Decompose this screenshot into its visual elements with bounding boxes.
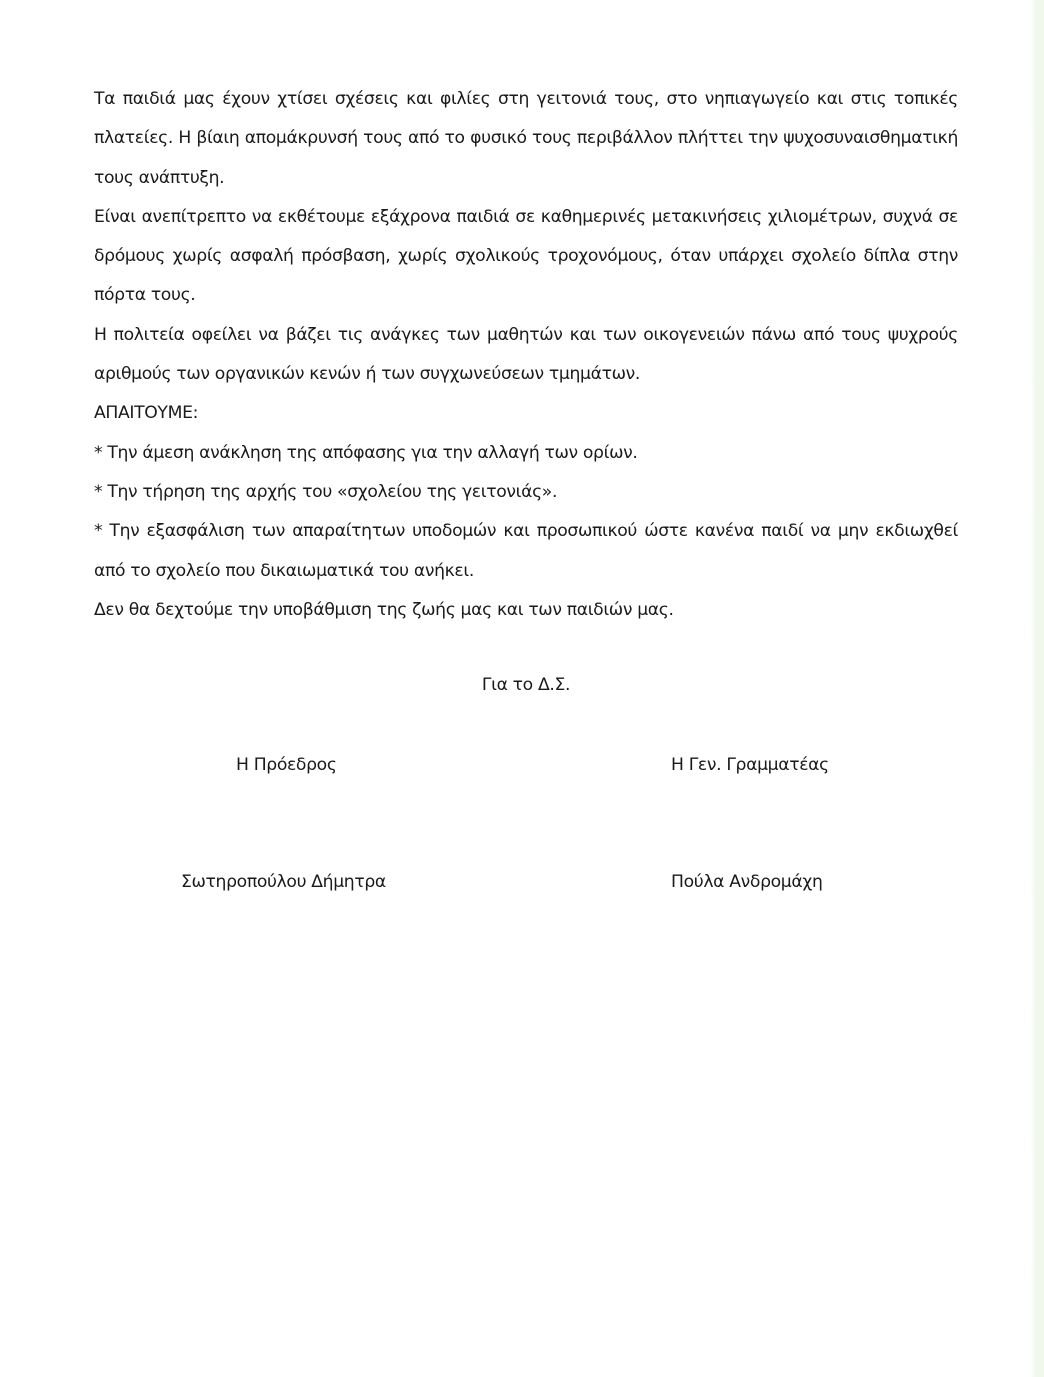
demands-heading: ΑΠΑΙΤΟΥΜΕ:	[94, 403, 199, 424]
page-edge-border	[1030, 0, 1044, 1377]
president-name: Σωτηροπούλου Δήμητρα	[181, 872, 386, 892]
paragraph-unacceptable-commute: Είναι ανεπίτρεπτο να εκθέτουμε εξάχρονα παιδιά σε καθημερινές μετακινήσεις χιλιομέτρων, συχνά σε δρόμους χωρίς ασφαλή πρόσβαση, χωρίς σχολικούς τροχονόμους, όταν υπάρχει σχολείο δίπλα στην πόρτα τους.	[94, 206, 958, 306]
demand-item: * Την τήρηση της αρχής του «σχολείου της γειτονιάς».	[94, 481, 558, 502]
paragraph-children-relationships: Τα παιδιά μας έχουν χτίσει σχέσεις και φιλίες στη γειτονιά τους, στο νηπιαγωγείο και στις τοπικές πλατείες. Η βίαιη απομάκρυνσή τους από το φυσικό τους περιβάλλον πλήττει την ψυχοσυναισθηματική τους ανάπτυξη.	[94, 89, 958, 188]
secretary-title: Η Γεν. Γραμματέας	[671, 755, 829, 775]
closing-statement: Δεν θα δεχτούμε την υποβάθμιση της ζωής μας και των παιδιών μας.	[94, 599, 674, 620]
president-title: Η Πρόεδρος	[236, 755, 337, 775]
document-body	[94, 80, 958, 630]
demand-item: * Την άμεση ανάκληση της απόφασης για την αλλαγή των ορίων.	[94, 442, 638, 463]
on-behalf-of-board: Για το Δ.Σ.	[481, 675, 571, 695]
paragraph-state-obligation: Η πολιτεία οφείλει να βάζει τις ανάγκες των μαθητών και των οικογενειών πάνω από τους ψυχρούς αριθμούς των οργανικών κενών ή των συγχωνεύσεων τμημάτων.	[94, 324, 958, 385]
demand-item: * Την εξασφάλιση των απαραίτητων υποδομών και προσωπικού ώστε κανένα παιδί να μην εκδιωχθεί από το σχολείο που δικαιωματικά του ανήκει.	[94, 521, 958, 581]
secretary-name: Πούλα Ανδρομάχη	[671, 872, 823, 892]
